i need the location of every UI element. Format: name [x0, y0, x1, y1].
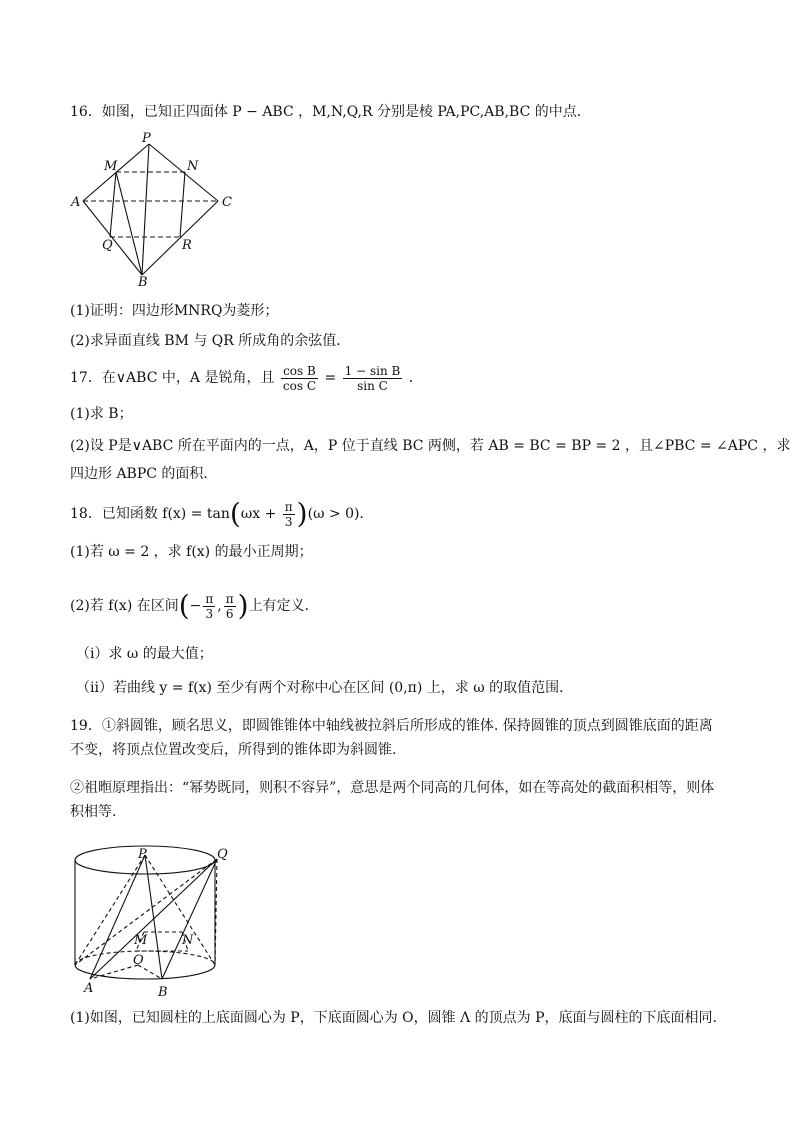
label-N: N [182, 933, 194, 948]
q18-stem-text: 18．已知函数 f(x) = tan [70, 506, 230, 522]
label-A: A [71, 195, 81, 210]
label-O: O [133, 953, 144, 968]
q18-pi-frac [283, 500, 295, 529]
label-Q: Q [217, 847, 228, 862]
q16-part2: (2)求异面直线 BM 与 QR 所成角的余弦值． [70, 333, 351, 349]
q18-int-b [224, 592, 236, 621]
q17-frac1 [281, 364, 318, 393]
q18-sub1: （i）求 ω 的最大值； [76, 646, 213, 662]
q18-pi-num: π [284, 499, 293, 514]
left-paren: ( [229, 497, 241, 530]
interval-right-paren: ) [237, 589, 249, 622]
q17-frac2-den: sin C [357, 378, 388, 393]
label-C: C [222, 195, 232, 210]
q18-int-a-den: 3 [205, 606, 214, 621]
q16-stem: 16．如图，已知正四面体 P − ABC ，M,N,Q,R 分别是棱 PA,PC,AB,BC 的中点． [70, 104, 591, 120]
interval-left-paren: ( [178, 589, 190, 622]
tetrahedron-figure [68, 130, 238, 288]
q18-sub2: （ii）若曲线 y = f(x) 至少有两个对称中心在区间 (0,π) 上，求 ω 的取值范围． [76, 680, 574, 696]
label-B: B [158, 985, 168, 1000]
q18-int-b-den: 6 [225, 606, 234, 621]
q17-stem [70, 362, 423, 394]
label-M: M [104, 159, 118, 174]
label-Q: Q [102, 238, 113, 253]
q17-frac2-num: 1 − sin B [344, 363, 401, 378]
q18-stem-cond: (ω > 0)． [307, 506, 374, 522]
q18-part2-end: 上有定义． [248, 598, 319, 614]
label-P: P [138, 847, 147, 862]
q17-frac2 [343, 364, 403, 393]
label-R: R [182, 238, 192, 253]
right-paren: ) [296, 497, 308, 530]
q18-int-a [203, 592, 215, 621]
q19-para2: ②祖暅原理指出：“幂势既同，则积不容异”，意思是两个同高的几何体，如在等高处的截面积相等，则体积相等. [70, 780, 715, 820]
label-P: P [142, 131, 151, 146]
q18-part1: (1)若 ω = 2 ，求 f(x) 的最小正周期； [70, 544, 313, 560]
q17-part2b: 四边形 ABPC 的面积． [70, 466, 218, 482]
q17-part2a: (2)设 P是∨ABC 所在平面内的一点，A，P 位于直线 BC 两侧，若 AB = BC = BP = 2 ，且∠PBC = ∠APC ，求 [70, 438, 791, 454]
q19-para1: 19．①斜圆锥，顾名思义，即圆锥锥体中轴线被拉斜后所形成的锥体. 保持圆锥的顶点到圆锥底面的距离不变，将顶点位置改变后，所得到的锥体即为斜圆锥. [70, 718, 713, 758]
label-N: N [187, 159, 199, 174]
q18-pi-den: 3 [284, 514, 293, 529]
q18-part2: (2)若 f(x) 在区间(− $\frac{\pi}{3}$ , $\frac{\pi}{6}$ )上有定义． [70, 589, 319, 622]
label-A: A [84, 981, 94, 996]
q19-part1: (1)如图，已知圆柱的上底面圆心为 P，下底面圆心为 O，圆锥 Λ 的顶点为 P，底面与圆柱的下底面相同. [70, 1010, 717, 1026]
q18-int-a-num: π [205, 591, 214, 606]
q17-stem-end: ． [408, 370, 423, 386]
q17-stem-text: 17．在∨ABC 中，A 是锐角，且 [70, 370, 275, 386]
q17-frac1-num: cos B [281, 364, 318, 379]
q17-part1: (1)求 B； [70, 406, 133, 422]
label-B: B [138, 275, 148, 288]
q16-part1: (1)证明：四边形MNRQ为菱形； [70, 303, 279, 319]
label-M: M [134, 933, 148, 948]
q18-stem-inner: ωx + [240, 506, 277, 522]
q18-int-b-num: π [225, 591, 234, 606]
cylinder-cone-figure [66, 838, 248, 1000]
q17-frac1-den: cos C [282, 378, 317, 393]
q18-part2-text: (2)若 f(x) 在区间 [70, 598, 179, 614]
q18-stem [70, 496, 374, 532]
q17-equals: = [324, 370, 337, 386]
